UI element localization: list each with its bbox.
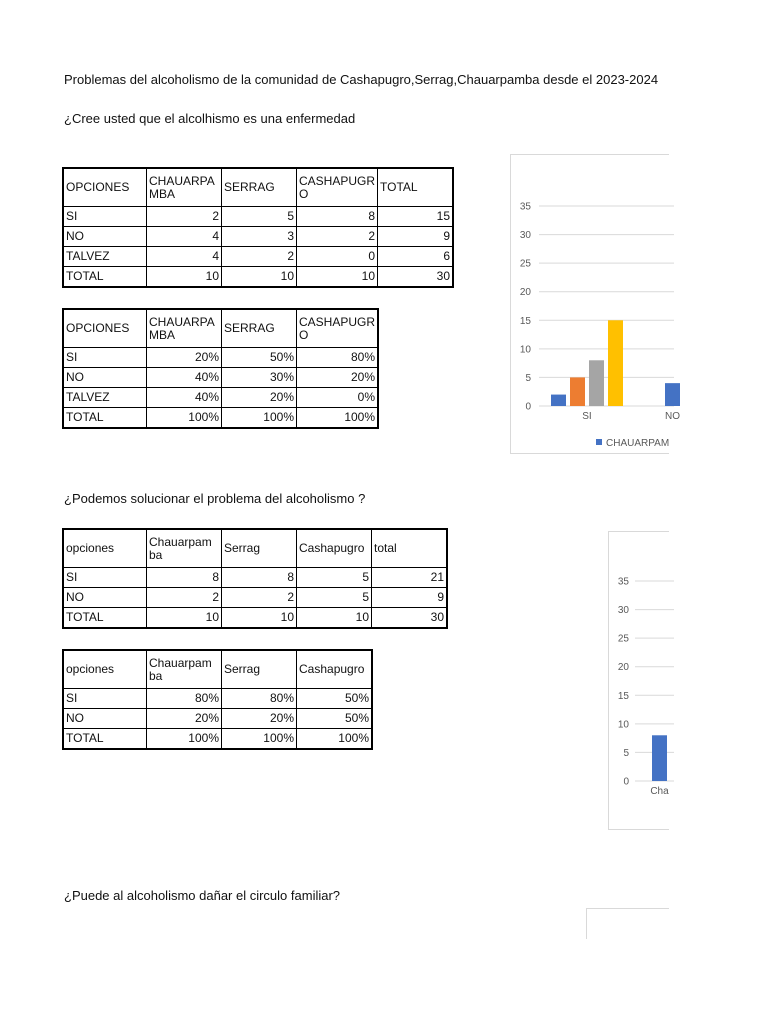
y-tick-label: 25 [519, 258, 531, 270]
row-label: SI [63, 689, 147, 709]
table-cell: 2 [222, 588, 297, 608]
header-cell: OPCIONES [63, 168, 147, 207]
header-cell: opciones [63, 650, 147, 689]
q1-bar-chart [510, 154, 680, 454]
y-tick-label: 35 [519, 201, 531, 213]
table-cell: 20% [222, 709, 297, 729]
table-cell: 50% [222, 348, 297, 368]
header-cell: Chauarpam ba [147, 650, 222, 689]
q1-percent-table [62, 308, 379, 429]
table-cell: 21 [372, 568, 448, 588]
q3-chart-frame [586, 908, 669, 939]
header-cell: Serrag [222, 650, 297, 689]
row-label: TOTAL [63, 608, 147, 629]
y-tick-label: 25 [617, 633, 629, 645]
row-label: NO [63, 588, 147, 608]
row-label: TALVEZ [63, 247, 147, 267]
question-3: ¿Puede al alcoholismo dañar el circulo familiar? [64, 888, 341, 903]
chart-svg [511, 155, 680, 453]
table-cell: 10 [297, 608, 372, 629]
table-cell: 20% [147, 709, 222, 729]
table-cell: 8 [297, 207, 378, 227]
header-row [63, 650, 372, 689]
header-row [63, 529, 447, 568]
x-tick-label: NO [665, 411, 680, 422]
table-cell: 100% [147, 408, 222, 429]
table-cell: 4 [147, 247, 222, 267]
table-cell: 5 [297, 568, 372, 588]
table-row [63, 689, 372, 709]
y-tick-label: 30 [519, 230, 531, 242]
table-cell: 80% [222, 689, 297, 709]
x-tick-label: Cha [650, 786, 669, 797]
table-cell: 6 [378, 247, 454, 267]
y-tick-label: 20 [519, 287, 531, 299]
table-cell: 50% [297, 709, 373, 729]
table-cell: 10 [297, 267, 378, 288]
q2-counts-table [62, 528, 448, 629]
row-label: NO [63, 227, 147, 247]
bar [665, 383, 680, 406]
table-cell: 9 [378, 227, 454, 247]
row-label: NO [63, 709, 147, 729]
table-cell: 5 [297, 588, 372, 608]
table-cell: 2 [147, 207, 222, 227]
y-tick-label: 5 [525, 372, 531, 384]
table-cell: 8 [222, 568, 297, 588]
y-tick-label: 10 [519, 344, 531, 356]
table-cell: 30% [222, 368, 297, 388]
table-cell: 2 [297, 227, 378, 247]
table-cell: 0 [297, 247, 378, 267]
y-tick-label: 20 [617, 662, 629, 674]
header-cell: OPCIONES [63, 309, 147, 348]
row-label: NO [63, 368, 147, 388]
row-label: SI [63, 207, 147, 227]
header-cell: CHAUARPA MBA [147, 309, 222, 348]
table-cell: 100% [147, 729, 222, 750]
header-cell: SERRAG [222, 168, 297, 207]
header-cell: Cashapugro [297, 650, 373, 689]
table-cell: 20% [297, 368, 379, 388]
row-label: TOTAL [63, 408, 147, 429]
page-title: Problemas del alcoholismo de la comunidad de Cashapugro,Serrag,Chauarpamba desde el 2023-2024 [64, 72, 659, 87]
table-cell: 20% [147, 348, 222, 368]
question-2: ¿Podemos solucionar el problema del alcoholismo ? [64, 491, 366, 506]
header-cell: Cashapugro [297, 529, 372, 568]
table-row [63, 227, 453, 247]
x-tick-label: SI [582, 411, 592, 422]
question-1: ¿Cree usted que el alcolhismo es una enfermedad [64, 111, 356, 126]
table-cell: 5 [222, 207, 297, 227]
bar [652, 735, 667, 781]
bar [608, 320, 623, 406]
table-row [63, 568, 447, 588]
header-cell: opciones [63, 529, 147, 568]
bar [589, 360, 604, 406]
table-cell: 50% [297, 689, 373, 709]
table-cell: 9 [372, 588, 448, 608]
table-row [63, 588, 447, 608]
q1-counts-table [62, 167, 454, 288]
table-cell: 100% [222, 408, 297, 429]
table-cell: 8 [147, 568, 222, 588]
y-tick-label: 15 [617, 690, 629, 702]
header-cell: CASHAPUGR O [297, 309, 379, 348]
chart-svg [609, 532, 669, 829]
table-cell: 0% [297, 388, 379, 408]
table-cell: 2 [147, 588, 222, 608]
table-row [63, 408, 378, 429]
table-row [63, 729, 372, 750]
table-row [63, 388, 378, 408]
q2-bar-chart [608, 531, 669, 830]
table-cell: 40% [147, 368, 222, 388]
table-cell: 10 [222, 267, 297, 288]
row-label: SI [63, 348, 147, 368]
table-row [63, 247, 453, 267]
table-cell: 10 [147, 267, 222, 288]
table-row [63, 608, 447, 629]
y-tick-label: 0 [525, 401, 531, 413]
table-row [63, 709, 372, 729]
y-tick-label: 15 [519, 315, 531, 327]
table-cell: 100% [297, 408, 379, 429]
header-cell: TOTAL [378, 168, 454, 207]
table-row [63, 368, 378, 388]
header-cell: CASHAPUGR O [297, 168, 378, 207]
table-cell: 15 [378, 207, 454, 227]
table-cell: 100% [222, 729, 297, 750]
y-tick-label: 30 [617, 605, 629, 617]
row-label: TOTAL [63, 267, 147, 288]
row-label: SI [63, 568, 147, 588]
bar [551, 395, 566, 406]
table-cell: 4 [147, 227, 222, 247]
table-cell: 10 [222, 608, 297, 629]
header-cell: Chauarpam ba [147, 529, 222, 568]
table-cell: 2 [222, 247, 297, 267]
header-row [63, 168, 453, 207]
header-cell: SERRAG [222, 309, 297, 348]
header-cell: CHAUARPA MBA [147, 168, 222, 207]
y-tick-label: 35 [617, 576, 629, 588]
row-label: TOTAL [63, 729, 147, 750]
header-cell: Serrag [222, 529, 297, 568]
row-label: TALVEZ [63, 388, 147, 408]
bar [570, 377, 585, 406]
table-cell: 40% [147, 388, 222, 408]
table-cell: 80% [147, 689, 222, 709]
header-cell: total [372, 529, 448, 568]
header-row [63, 309, 378, 348]
y-tick-label: 5 [623, 747, 629, 759]
table-cell: 30 [378, 267, 454, 288]
y-tick-label: 10 [617, 719, 629, 731]
table-cell: 3 [222, 227, 297, 247]
q2-percent-table [62, 649, 373, 750]
table-row [63, 207, 453, 227]
table-row [63, 267, 453, 288]
table-cell: 20% [222, 388, 297, 408]
table-cell: 100% [297, 729, 373, 750]
table-cell: 30 [372, 608, 448, 629]
legend-swatch [596, 439, 602, 445]
table-cell: 10 [147, 608, 222, 629]
table-cell: 80% [297, 348, 379, 368]
y-tick-label: 0 [623, 776, 629, 788]
table-row [63, 348, 378, 368]
legend-label: CHAUARPAM [606, 438, 670, 449]
